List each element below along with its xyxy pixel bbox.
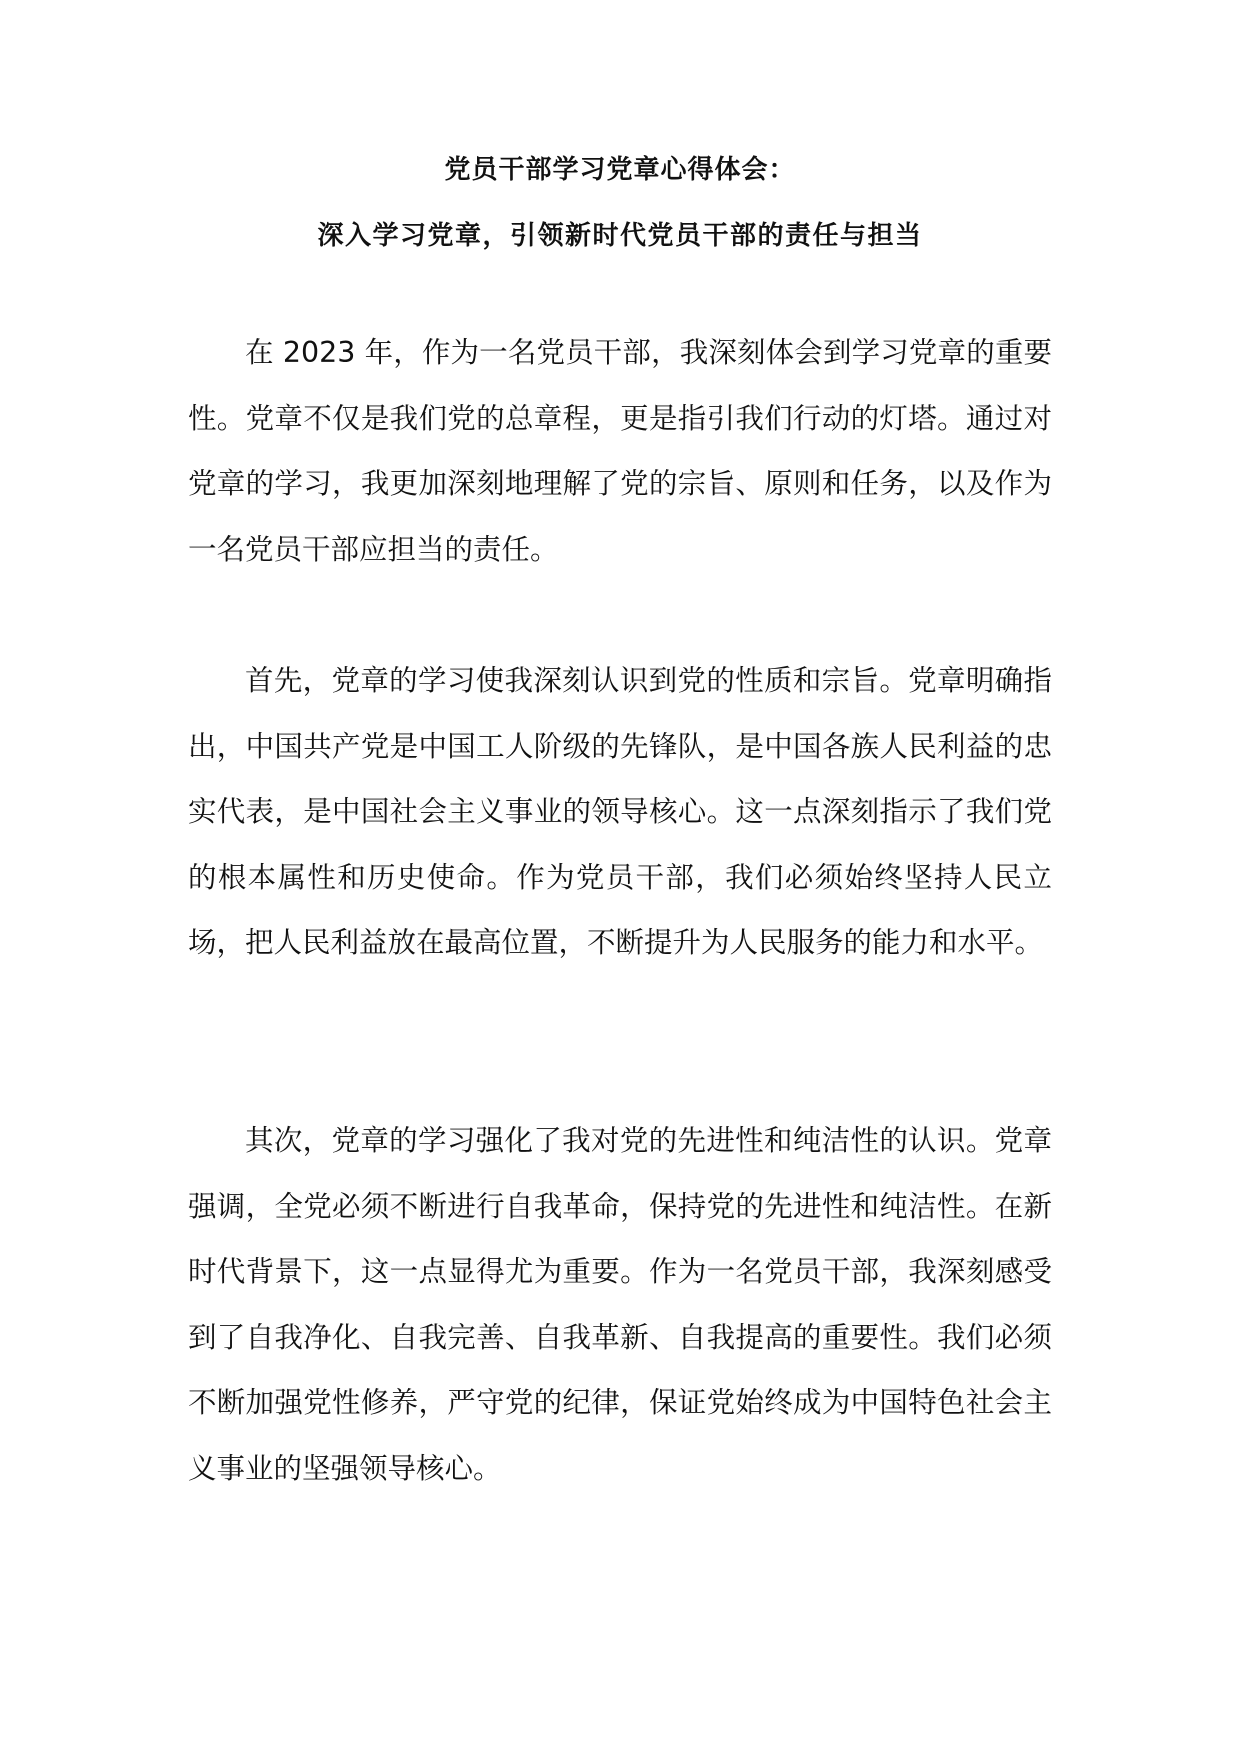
- paragraph-2: 首先，党章的学习使我深刻认识到党的性质和宗旨。党章明确指出，中国共产党是中国工人阶级的先锋队，是中国各族人民利益的忠实代表，是中国社会主义事业的领导核心。这一点深刻指示了我们党的根本属性和历史使命。作为党员干部，我们必须始终坚持人民立场，把人民利益放在最高位置，不断提升为人民服务的能力和水平。: [188, 664, 1052, 959]
- paragraph-1: 在 2023 年，作为一名党员干部，我深刻体会到学习党章的重要性。党章不仅是我们党的总章程，更是指引我们行动的灯塔。通过对党章的学习，我更加深刻地理解了党的宗旨、原则和任务，以及作为一名党员干部应担当的责任。: [188, 336, 1052, 566]
- document-subtitle: 深入学习党章，引领新时代党员干部的责任与担当: [317, 221, 923, 251]
- document-title: 党员干部学习党章心得体会：: [444, 155, 796, 185]
- paragraph-3: 其次，党章的学习强化了我对党的先进性和纯洁性的认识。党章强调，全党必须不断进行自我革命，保持党的先进性和纯洁性。在新时代背景下，这一点显得尤为重要。作为一名党员干部，我深刻感受到了自我净化、自我完善、自我革新、自我提高的重要性。我们必须不断加强党性修养，严守党的纪律，保证党始终成为中国特色社会主义事业的坚强领导核心。: [188, 1124, 1052, 1485]
